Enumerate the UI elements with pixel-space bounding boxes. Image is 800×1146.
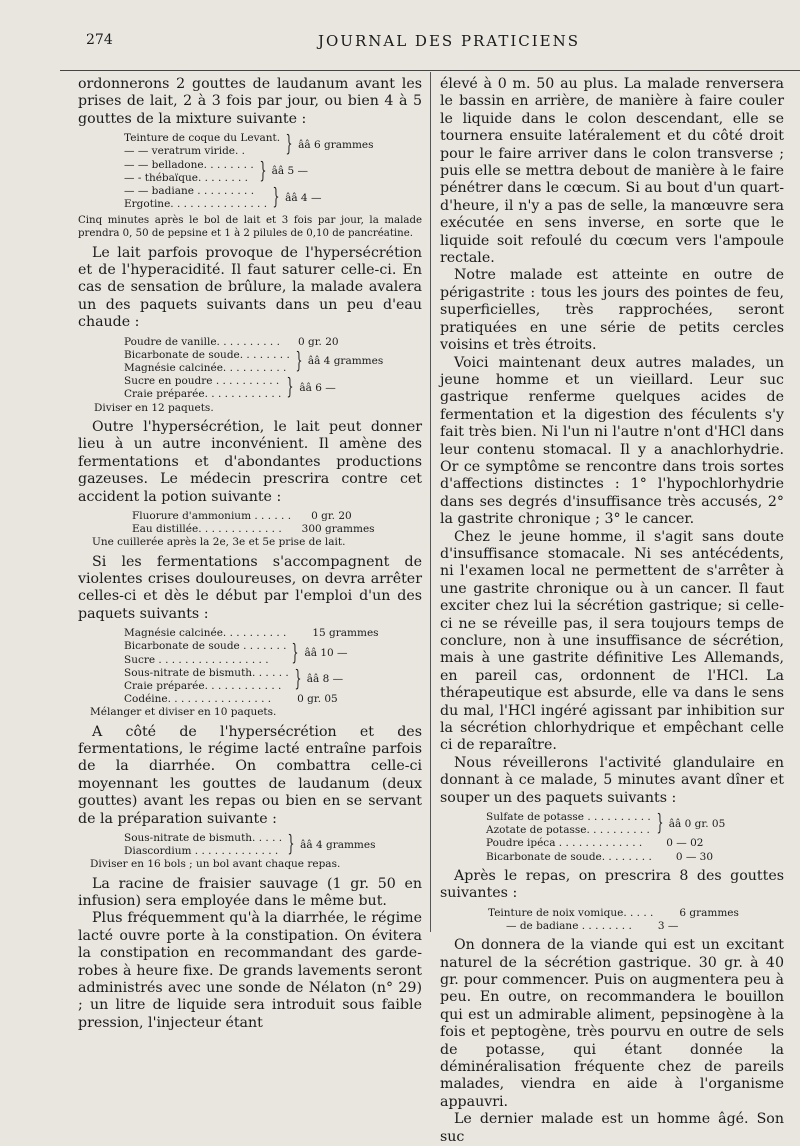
prescription-5 — [78, 832, 422, 872]
paragraph: Le lait parfois provoque de l'hypersécrétion et de l'hyperacidité. Il faut saturer celle-ci. En cas de sensation de brûlure, la malade avalera un des paquets suivants dans un peu d'eau chaude : — [78, 244, 422, 331]
rx-quantity: 300 grammes — [301, 523, 375, 536]
rx-item: Sulfate de potasse . . . . . . . . . . — [486, 811, 651, 824]
left-column — [78, 76, 422, 1032]
rx-note: Une cuillerée après la 2e, 3e et 5e prise de lait. — [92, 536, 346, 549]
rx-quantity: ââ 10 — — [304, 646, 348, 659]
rx-quantity: ââ 8 — — [306, 673, 344, 686]
rx-quantity: ââ 6 grammes — [298, 138, 374, 151]
rx-item: — de badiane . . . . . . . . — [506, 919, 632, 932]
rx-quantity: ââ 4 grammes — [300, 838, 376, 851]
rx-quantity: 0 — 02 — [666, 837, 704, 850]
brace-glyph: } — [287, 832, 295, 858]
prescription-2 — [78, 336, 422, 415]
dosage-note: Cinq minutes après le bol de lait et 3 fois par jour, la malade prendra 0, 50 de pepsine et 1 à 2 pilules de 0,10 de pancréatine. — [78, 215, 422, 240]
rx-item: Bicarbonate de soude. . . . . . . . — [124, 348, 290, 361]
rx-quantity: ââ 4 — — [285, 191, 322, 204]
running-title: JOURNAL DES PRATICIENS — [318, 32, 581, 50]
paragraph: Le dernier malade est un homme âgé. Son suc — [440, 1111, 784, 1145]
header-rule — [60, 70, 800, 71]
rx-quantity: 6 grammes — [679, 906, 739, 919]
page-number: 274 — [86, 32, 113, 48]
rx-item: — — veratrum viride. . — [124, 145, 246, 158]
rx-quantity: ââ 5 — — [271, 165, 309, 178]
paragraph: Notre malade est atteinte en outre de périgastrite : tous les jours des pointes de feu, superficielles, très rapprochées, seront pratiquées en une série de petits cercles voisins et très étroits. — [440, 267, 784, 354]
rx-item: — — badiane . . . . . . . . . — [124, 185, 255, 198]
prescription-4 — [78, 627, 422, 719]
paragraph: Après le repas, on prescrira 8 des gouttes suivantes : — [440, 867, 784, 902]
rx-item: Eau distillée. . . . . . . . . . . . . — [132, 523, 282, 536]
brace-glyph: } — [291, 640, 299, 666]
rx-item: Sucre . . . . . . . . . . . . . . . . . — [124, 653, 269, 666]
rx-quantity: ââ 0 gr. 05 — [668, 817, 726, 830]
rx-item: Craie préparée. . . . . . . . . . . . — [124, 388, 282, 401]
rx-quantity: 0 gr. 20 — [311, 509, 352, 522]
rx-item: Sucre en poudre . . . . . . . . . . — [124, 375, 280, 388]
brace-glyph: } — [259, 158, 267, 184]
rx-item: Diascordium . . . . . . . . . . . . . — [124, 845, 279, 858]
brace-glyph: } — [286, 375, 294, 401]
prescription-7 — [440, 907, 784, 933]
rx-item: Ergotine. . . . . . . . . . . . . . . — [124, 198, 268, 211]
paragraph: élevé à 0 m. 50 au plus. La malade renversera le bassin en arrière, de manière à faire couler le liquide dans le colon descendant, elle se tournera ensuite latéralement et du côté droit pour le faire arriver dans le colon transverse ; puis elle se mettra debout de manière à le faire pénétrer dans le cœcum. Si au bout d'un quart-d'heure, il n'y a pas de selle, la manœuvre sera exécutée en sens inverse, en sorte que le liquide soit refoulé du cœcum vers l'ampoule rectale. — [440, 76, 784, 267]
rx-item: Poudre de vanille. . . . . . . . . . — [124, 335, 280, 348]
rx-item: Bicarbonate de soude . . . . . . . — [124, 640, 287, 653]
brace-glyph: } — [656, 811, 664, 837]
rx-item: — - thébaïque. . . . . . . . — [124, 171, 249, 184]
rx-item: Azotate de potasse. . . . . . . . . . — [486, 824, 650, 837]
brace-glyph: } — [272, 185, 280, 211]
paragraph: Chez le jeune homme, il s'agit sans doute d'insuffisance stomacale. Ni ses antécédents, ni l'examen local ne permettent de s'arrêter à une gastrite chronique ou à un cancer. Il faut exciter chez lui la sécrétion gastrique; si celle-ci ne se réveille pas, il sera toujours temps de conclure, non à une insuffisance de sécrétion, mais à une gastrite définitive Les Allemands, en pareil cas, ordonnent de l'HCl. La thérapeutique est absurde, elle va dans le sens du mal, l'HCl ingéré agissant par inhibition sur la sécrétion chlorhydrique et empêchant celle ci de reparaître. — [440, 528, 784, 754]
paragraph: Plus fréquemment qu'à la diarrhée, le régime lacté ouvre porte à la constipation. On évitera la constipation en recommandant des garde-robes à heure fixe. De grands lavements seront administrés avec une sonde de Nélaton (n° 29) ; un litre de liquide sera introduit sous faible pression, l'injecteur étant — [78, 910, 422, 1031]
rx-item: Sous-nitrate de bismuth. . . . . — [124, 832, 283, 844]
rx-item: Craie préparée. . . . . . . . . . . . — [124, 679, 282, 692]
rx-quantity: 0 gr. 05 — [297, 693, 338, 706]
rx-quantity: 0 gr. 20 — [297, 335, 339, 348]
prescription-6 — [440, 811, 784, 864]
column-divider — [430, 72, 431, 932]
right-column — [440, 76, 784, 1146]
rx-item: Poudre ipéca . . . . . . . . . . . . . — [486, 837, 643, 850]
rx-item: Bicarbonate de soude. . . . . . . . — [486, 850, 652, 863]
brace-glyph: } — [295, 349, 303, 375]
prescription-3 — [78, 510, 422, 550]
paragraph: Nous réveillerons l'activité glandulaire en donnant à ce malade, 5 minutes avant dîner et souper un des paquets suivants : — [440, 754, 784, 806]
paragraph: On donnera de la viande qui est un excitant naturel de la sécrétion gastrique. 30 gr. à 40 gr. pour commencer. Puis on augmentera peu à peu. En outre, on recommandera le bouillon qui est un admirable aliment, pepsinogène à la fois et peptogène, très pourvu en outre de sels de potasse, qui étant donnée la déminéralisation fréquente chez de pareils malades, viendra en aide à l'organisme appauvri. — [440, 937, 784, 1110]
page-header — [86, 32, 760, 54]
rx-quantity: 3 — — [657, 919, 679, 932]
brace-glyph: } — [294, 666, 302, 692]
paragraph: Outre l'hypersécrétion, le lait peut donner lieu à un autre inconvénient. Il amène des fermentations et d'abondantes productions gazeuses. Le médecin prescrira contre cet accident la potion suivante : — [78, 418, 422, 505]
rx-item: Codéine. . . . . . . . . . . . . . . . — [124, 693, 272, 706]
rx-item: Teinture de noix vomique. . . . . — [488, 906, 654, 919]
rx-item: — — belladone. . . . . . . . — [124, 158, 254, 171]
rx-quantity: ââ 4 grammes — [307, 355, 384, 368]
rx-quantity: 0 — 30 — [675, 850, 714, 863]
rx-note: Diviser en 16 bols ; un bol avant chaque repas. — [90, 858, 341, 871]
rx-note: Diviser en 12 paquets. — [94, 401, 214, 414]
paragraph: ordonnerons 2 gouttes de laudanum avant les prises de lait, 2 à 3 fois par jour, ou bien 4 à 5 gouttes de la mixture suivante : — [78, 76, 422, 127]
rx-note: Mélanger et diviser en 10 paquets. — [90, 706, 277, 719]
brace-glyph: } — [285, 132, 293, 158]
rx-item: Magnésie calcinée. . . . . . . . . . — [124, 362, 287, 375]
rx-item: Sous-nitrate de bismuth. . . . . . — [124, 666, 289, 679]
paragraph: La racine de fraisier sauvage (1 gr. 50 en infusion) sera employée dans le même but. — [78, 875, 422, 910]
prescription-1 — [78, 132, 422, 211]
rx-item: Teinture de coque du Levant. — [124, 132, 281, 145]
paragraph: Si les fermentations s'accompagnent de violentes crises douloureuses, on devra arrêter celles-ci et dès le début par l'emploi d'un des paquets suivants : — [78, 553, 422, 622]
rx-quantity: 15 grammes — [312, 627, 379, 640]
rx-item: Fluorure d'ammonium . . . . . . — [132, 509, 292, 522]
rx-item: Magnésie calcinée. . . . . . . . . . — [124, 627, 287, 640]
paragraph: A côté de l'hypersécrétion et des fermentations, le régime lacté entraîne parfois de la diarrhée. On combattra celle-ci moyennant les gouttes de laudanum (deux gouttes) avant les repas ou bien en se servant de la préparation suivante : — [78, 723, 422, 827]
rx-quantity: ââ 6 — — [299, 381, 336, 394]
paragraph: Voici maintenant deux autres malades, un jeune homme et un vieillard. Leur suc gastrique renferme quelques acides de fermentation et la digestion des féculents s'y fait très bien. Ni l'un ni l'autre n'ont d'HCl dans leur contenu stomacal. Il y a anachlorhydrie. Or ce symptôme se rencontre dans trois sortes d'affections distinctes : 1° l'hypochlorhydrie dans ses degrés d'insuffisance très accusés, 2° la gastrite chronique ; 3° le cancer. — [440, 354, 784, 528]
